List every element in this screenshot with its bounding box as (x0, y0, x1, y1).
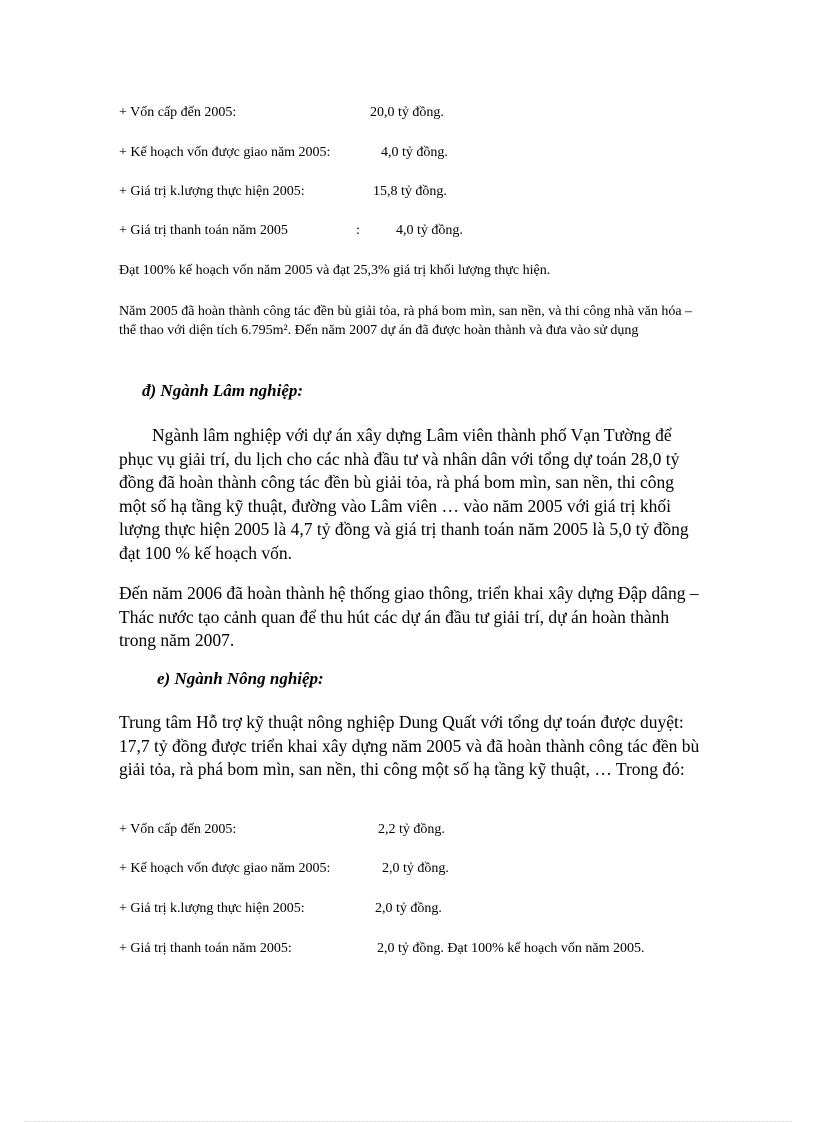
list-item (119, 941, 645, 957)
list-item (119, 145, 448, 161)
forestry-paragraph-2: Đến năm 2006 đã hoàn thành hệ thống giao thông, triển khai xây dựng Đập dâng – Thác nước tạo cảnh quan để thu hút các dự án đầu tư giải trí, dự án hoàn thành trong năm 2007. (119, 583, 699, 650)
item-value: 4,0 tỷ đồng. (396, 223, 463, 238)
item-colon: : (356, 223, 360, 238)
forestry-paragraph-1: Ngành lâm nghiệp với dự án xây dựng Lâm viên thành phố Vạn Tường để phục vụ giải trí, du lịch cho các nhà đầu tư và nhân dân với tổng dự toán 28,0 tỷ đồng đã hoàn thành công tác đền bù giải tỏa, rà phá bom mìn, san nền, thi công một số hạ tầng kỹ thuật, đường vào Lâm viên … vào năm 2005 với giá trị khối lượng thực hiện 2005 là 4,7 tỷ đồng và giá trị thanh toán năm 2005 là 5,0 tỷ đồng đạt 100 % kế hoạch vốn. (119, 425, 689, 563)
item-value: 2,0 tỷ đồng. Đạt 100% kế hoạch vốn năm 2005. (377, 941, 645, 956)
summary-text: Đạt 100% kế hoạch vốn năm 2005 và đạt 25,3% giá trị khối lượng thực hiện. (119, 263, 551, 278)
item-label: + Kế hoạch vốn được giao năm 2005: (119, 145, 331, 160)
item-label: + Giá trị thanh toán năm 2005: (119, 941, 292, 956)
list-item (119, 901, 442, 917)
item-label: + Giá trị k.lượng thực hiện 2005: (119, 184, 305, 199)
item-value: 20,0 tỷ đồng. (370, 105, 444, 120)
page-bottom-border (24, 1121, 792, 1122)
agriculture-paragraph: Trung tâm Hỗ trợ kỹ thuật nông nghiệp Dung Quất với tổng dự toán được duyệt: 17,7 tỷ đồng được triển khai xây dựng năm 2005 và đã hoàn thành công tác đền bù giải tỏa, rà phá bom mìn, san nền, thi công một số hạ tầng kỹ thuật, … Trong đó: (119, 712, 700, 779)
section-heading-forestry: đ) Ngành Lâm nghiệp: (142, 381, 304, 400)
item-label: + Vốn cấp đến 2005: (119, 822, 237, 837)
item-label: + Vốn cấp đến 2005: (119, 105, 237, 120)
section-heading-agriculture: e) Ngành Nông nghiệp: (157, 669, 324, 688)
list-item (119, 861, 449, 877)
item-value: 2,0 tỷ đồng. (382, 861, 449, 876)
item-label: + Giá trị k.lượng thực hiện 2005: (119, 901, 305, 916)
list-item (119, 223, 463, 239)
list-item (119, 184, 447, 200)
item-label: + Kế hoạch vốn được giao năm 2005: (119, 861, 331, 876)
item-label: + Giá trị thanh toán năm 2005 (119, 223, 288, 238)
item-value: 2,2 tỷ đồng. (378, 822, 445, 837)
list-item (119, 822, 445, 838)
list-item (119, 105, 444, 121)
item-value: 4,0 tỷ đồng. (381, 145, 448, 160)
item-value: 2,0 tỷ đồng. (375, 901, 442, 916)
item-value: 15,8 tỷ đồng. (373, 184, 447, 199)
note-paragraph: Năm 2005 đã hoàn thành công tác đền bù giải tỏa, rà phá bom mìn, san nền, và thi công nhà văn hóa – thể thao với diện tích 6.795m². Đến năm 2007 dự án đã được hoàn thành và đưa vào sử dụng (119, 304, 693, 338)
